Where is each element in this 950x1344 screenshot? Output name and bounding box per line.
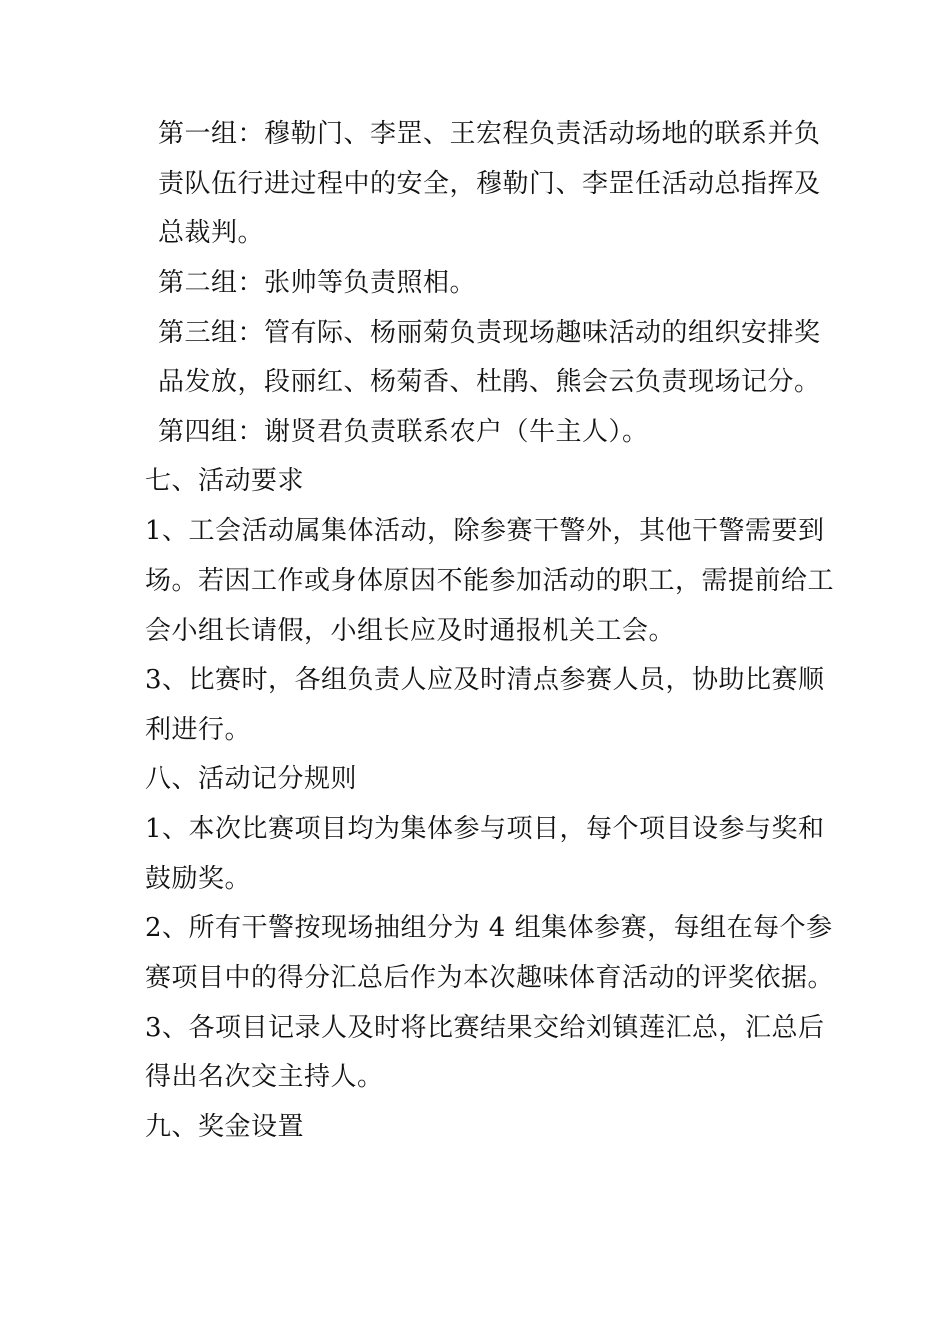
section-8-item-1-line-1: 1、本次比赛项目均为集体参与项目，每个项目设参与奖和 <box>145 814 825 844</box>
group-3-line-2: 品发放，段丽红、杨菊香、杜鹃、熊会云负责现场记分。 <box>158 367 821 397</box>
section-8-item-2-line-2: 赛项目中的得分汇总后作为本次趣味体育活动的评奖依据。 <box>145 963 835 993</box>
section-8-item-1-line-2: 鼓励奖。 <box>145 864 252 894</box>
group-2-line-1: 第二组：张帅等负责照相。 <box>158 268 477 298</box>
section-9-heading: 九、奖金设置 <box>145 1112 305 1142</box>
section-8-item-3-line-2: 得出名次交主持人。 <box>145 1062 384 1092</box>
section-7-item-1-line-1: 1、工会活动属集体活动，除参赛干警外，其他干警需要到 <box>145 516 825 546</box>
group-4-line-1: 第四组：谢贤君负责联系农户（牛主人）。 <box>158 417 649 447</box>
section-7-item-1-line-2: 场。若因工作或身体原因不能参加活动的职工，需提前给工 <box>145 566 835 596</box>
section-8-heading: 八、活动记分规则 <box>145 764 358 794</box>
section-7-item-3-line-1: 3、比赛时，各组负责人应及时清点参赛人员，协助比赛顺 <box>145 665 825 695</box>
group-1-line-1: 第一组：穆勒门、李罡、王宏程负责活动场地的联系并负 <box>158 119 821 149</box>
section-7-heading: 七、活动要求 <box>145 466 305 496</box>
section-8-item-3-line-1: 3、各项目记录人及时将比赛结果交给刘镇莲汇总，汇总后 <box>145 1013 825 1043</box>
section-7-item-1-line-3: 会小组长请假，小组长应及时通报机关工会。 <box>145 616 676 646</box>
group-3-line-1: 第三组：管有际、杨丽菊负责现场趣味活动的组织安排奖 <box>158 318 821 348</box>
section-8-item-2-line-1: 2、所有干警按现场抽组分为 4 组集体参赛，每组在每个参 <box>145 913 833 943</box>
section-7-item-3-line-2: 利进行。 <box>145 715 252 745</box>
group-1-line-2: 责队伍行进过程中的安全，穆勒门、李罡任活动总指挥及 <box>158 169 821 199</box>
group-1-line-3: 总裁判。 <box>158 218 265 248</box>
